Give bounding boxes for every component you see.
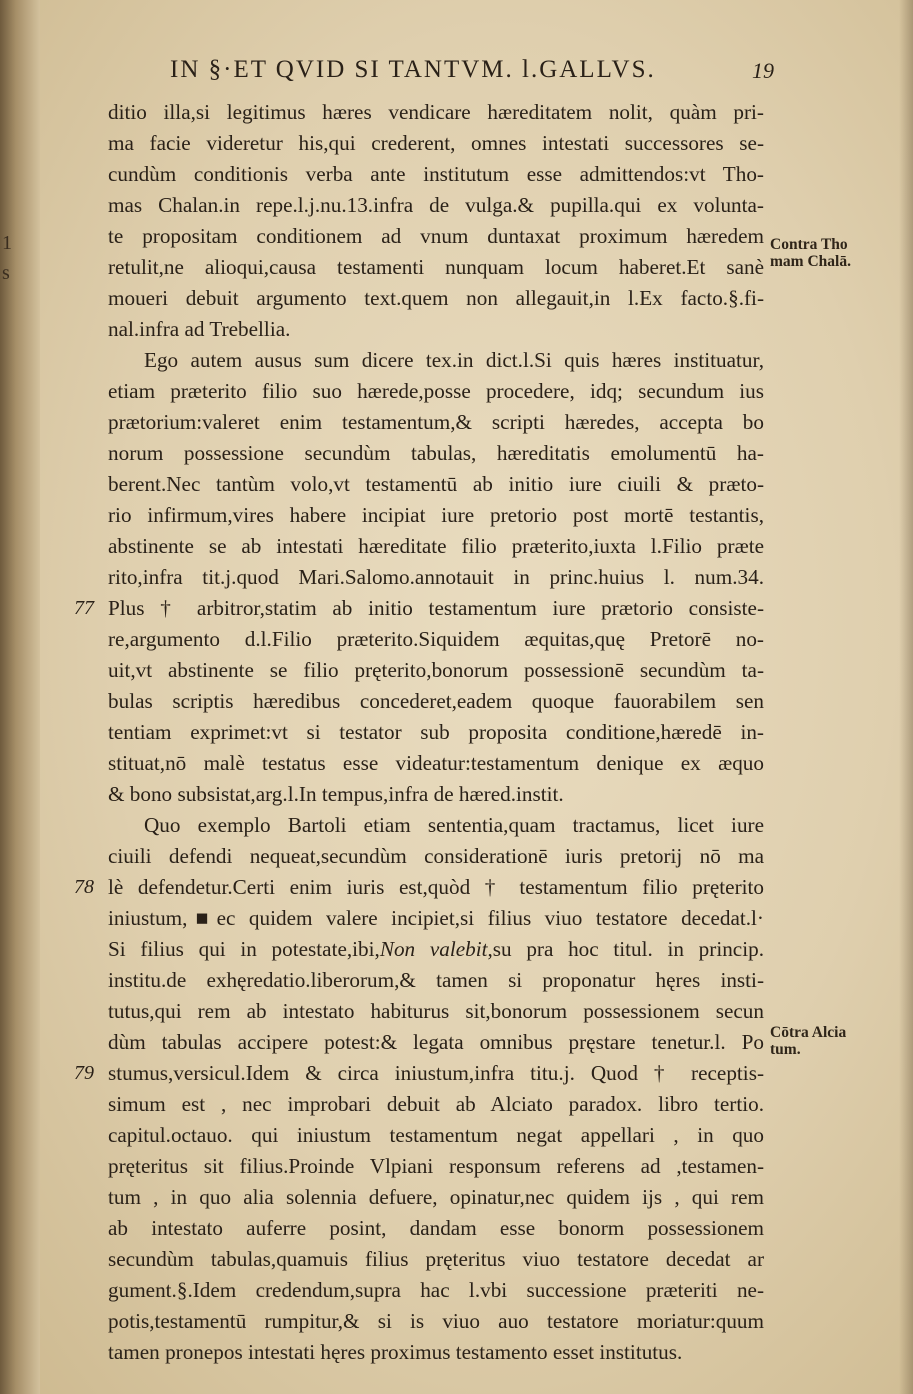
text-line-38: secundùm tabulas,quamuis filius pręteritus viuo testatore decedat ar bbox=[108, 1247, 764, 1271]
text-line-25: ciuili defendi nequeat,secundùm considerationē iuris pretorij nō ma bbox=[108, 844, 764, 868]
side-note-contra-thomam: Contra Tho mam Chalā. bbox=[770, 236, 851, 270]
binding-gutter bbox=[0, 0, 40, 1394]
folio-number: 19 bbox=[752, 58, 774, 83]
text-line-2: ma facie videretur his,qui crederent, omnes intestati successores se- bbox=[108, 131, 764, 155]
text-line-21: tentiam exprimet:vt si testator sub proposita conditione,hæredē in- bbox=[108, 720, 764, 744]
running-head: IN §·ET QVID SI TANTVM. l.GALLVS. bbox=[170, 56, 656, 83]
text-line-32: stumus,versicul.Idem & circa iniustum,infra titu.j. Quod † receptis- bbox=[108, 1061, 764, 1085]
text-line-9: Ego autem ausus sum dicere tex.in dict.l.Si quis hæres instituatur, bbox=[144, 348, 764, 372]
side-note-contra-alciatum: Cōtra Alcia tum. bbox=[770, 1024, 847, 1058]
text-line-17: Plus † arbitror,statim ab initio testamentum iure prætorio consiste- bbox=[108, 596, 764, 620]
text-line-29: institu.de exhęredatio.liberorum,& tamen si proponatur hęres insti- bbox=[108, 968, 764, 992]
text-line-36: tum , in quo alia solennia defuere, opinatur,nec quidem ijs , qui rem bbox=[108, 1185, 764, 1209]
text-line-14: rio infirmum,vires habere incipiat iure pretorio post mortē testantis, bbox=[108, 503, 764, 527]
text-line-11: prætorium:valeret enim testamentum,& scripti hæredes, accepta bo bbox=[108, 410, 764, 434]
text-line-31: dùm tabulas accipere potest:& legata omnibus pręstare tenetur.l. Po bbox=[108, 1030, 764, 1054]
text-line-13: berent.Nec tantùm volo,vt testamentū ab initio iure ciuili & præto- bbox=[108, 472, 764, 496]
text-line-34: capitul.octauo. qui iniustum testamentum negat appellari , in quo bbox=[108, 1123, 764, 1147]
text-line-28-a: Si filius qui in potestate,ibi, bbox=[108, 937, 380, 961]
text-line-1: ditio illa,si legitimus hæres vendicare hæreditatem nolit, quàm pri- bbox=[108, 100, 764, 124]
text-line-12: norum possessione secundùm tabulas, hæreditatis emolumentū ha- bbox=[108, 441, 764, 465]
text-line-41: tamen pronepos intestati hęres proximus testamento esset institutus. bbox=[108, 1340, 683, 1364]
text-line-37: ab intestato auferre posint, dandam esse bonorm possessionem bbox=[108, 1216, 764, 1240]
text-line-7: moueri debuit argumento text.quem non allegauit,in l.Ex facto.§.fi- bbox=[108, 286, 764, 310]
text-line-23: & bono subsistat,arg.l.In tempus,infra de hæred.instit. bbox=[108, 782, 564, 806]
text-line-20: bulas scriptis hæredibus concederet,eadem quoque fauorabilem sen bbox=[108, 689, 764, 713]
paragraph-number-79: 79 bbox=[74, 1062, 94, 1084]
paragraph-number-78: 78 bbox=[74, 876, 94, 898]
text-line-10: etiam præterito filio suo hærede,posse procedere, idq; secundum ius bbox=[108, 379, 764, 403]
text-line-22: stituat,nō malè testatus esse videatur:testamentum denique ex æquo bbox=[108, 751, 764, 775]
text-line-39: gument.§.Idem credendum,supra hac l.vbi successione præteriti ne- bbox=[108, 1278, 764, 1302]
page-edge-shadow bbox=[899, 0, 913, 1394]
text-line-6: retulit,ne alioqui,causa testamenti nunquam locum haberet.Et sanè bbox=[108, 255, 764, 279]
text-line-26: lè defendetur.Certi enim iuris est,quòd † testamentum filio pręterito bbox=[108, 875, 764, 899]
text-line-19: uit,vt abstinente se filio pręterito,bonorum possessionē secundùm ta- bbox=[108, 658, 764, 682]
text-line-33: simum est , nec improbari debuit ab Alciato paradox. libro tertio. bbox=[108, 1092, 764, 1116]
text-line-30: tutus,qui rem ab intestato habiturus sit,bonorum possessionem secun bbox=[108, 999, 764, 1023]
text-line-15: abstinente se ab intestati hæreditate filio præterito,iuxta l.Filio præte bbox=[108, 534, 764, 558]
text-line-16: rito,infra tit.j.quod Mari.Salomo.annotauit in princ.huius l. num.34. bbox=[108, 565, 764, 589]
text-line-5: te propositam conditionem ad vnum duntaxat proximum hæredem bbox=[108, 224, 764, 248]
text-line-24: Quo exemplo Bartoli etiam sententia,quam tractamus, licet iure bbox=[144, 813, 764, 837]
text-line-4: mas Chalan.in repe.l.j.nu.13.infra de vulga.& pupilla.qui ex volunta- bbox=[108, 193, 764, 217]
text-line-28-b: ,su pra hoc titul. in princip. bbox=[487, 937, 764, 961]
gutter-mark-1: 1 bbox=[2, 232, 12, 254]
text-line-40: potis,testamentū rumpitur,& si is viuo auo testatore moriatur:quum bbox=[108, 1309, 764, 1333]
text-line-28-italic: Non valebit bbox=[379, 937, 488, 961]
text-line-3: cundùm conditionis verba ante institutum esse admittendos:vt Tho- bbox=[108, 162, 764, 186]
paragraph-number-77: 77 bbox=[74, 597, 94, 619]
text-line-18: re,argumento d.l.Filio præterito.Siquidem æquitas,quę Pretorē no- bbox=[108, 627, 764, 651]
gutter-mark-2: s bbox=[2, 262, 10, 284]
text-line-35: pręteritus sit filius.Proinde Vlpiani responsum referens ad ,testamen- bbox=[108, 1154, 764, 1178]
text-line-8: nal.infra ad Trebellia. bbox=[108, 317, 291, 341]
text-line-27: iniustum,■ec quidem valere incipiet,si filius viuo testatore decedat.l· bbox=[108, 906, 764, 930]
text-line-28 bbox=[108, 933, 764, 965]
